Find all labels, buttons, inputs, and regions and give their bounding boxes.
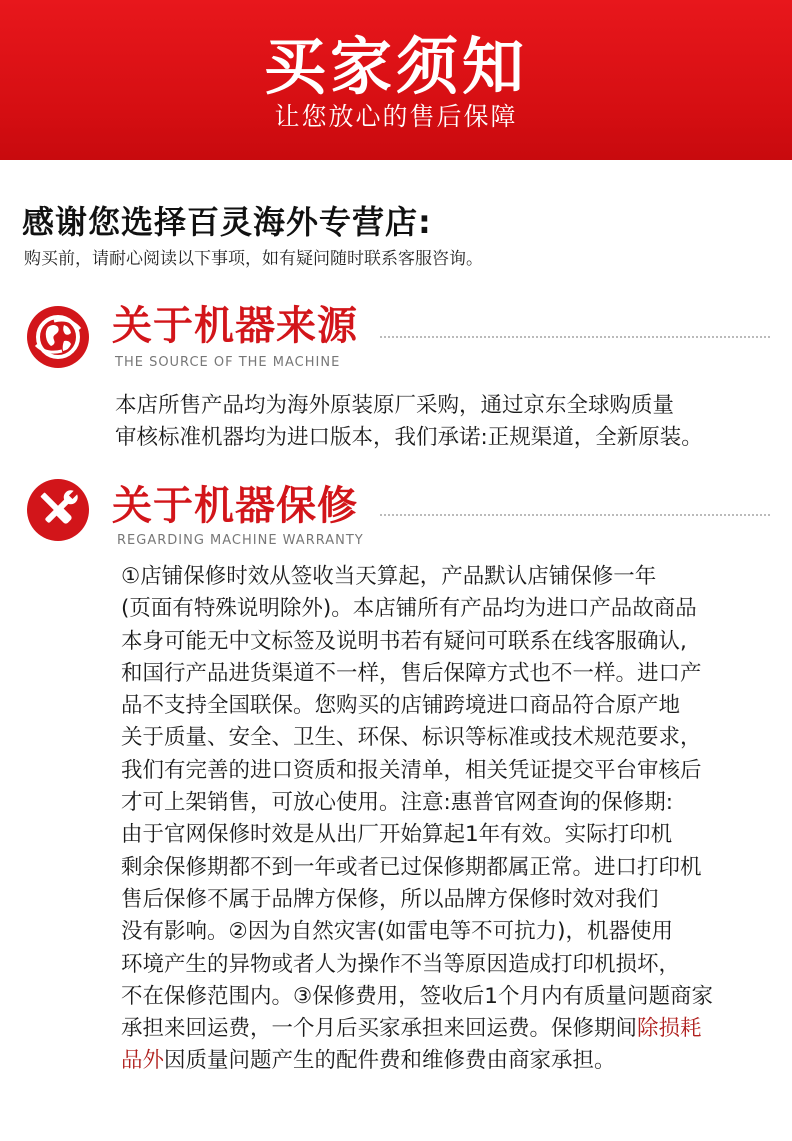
body-line: 本店所售产品均为海外原装原厂采购，通过京东全球购质量 [115,393,675,418]
header-banner [0,0,792,160]
body-text: 承担来回运费，一个月后买家承担来回运费。保修期间 [121,1016,638,1042]
banner-subtitle: 让您放心的售后保障 [274,102,518,131]
body-text: 因质量问题产生的配件费和维修费由商家承担。 [164,1048,616,1074]
body-line: 本身可能无中文标签及说明书若有疑问可联系在线客服确认, [121,628,687,654]
body-line: 环境产生的异物或者人为操作不当等原因造成打印机损坏， [121,951,681,977]
highlight-text: 除损耗 [637,1016,702,1042]
section-source-title: 关于机器来源 [112,303,358,349]
banner-title: 买家须知 [263,30,528,103]
body-line: 我们有完善的进口资质和报关清单，相关凭证提交平台审核后 [121,757,702,783]
intro-title: 感谢您选择百灵海外专营店: [22,203,432,241]
section-warranty-subtitle: REGARDING MACHINE WARRANTY [117,533,364,548]
section-warranty-divider [380,514,770,516]
body-line: 才可上架销售，可放心使用。注意:惠普官网查询的保修期: [121,790,673,816]
body-line: 由于官网保修时效是从出厂开始算起1年有效。实际打印机 [121,822,673,848]
body-line: ①店铺保修时效从签收当天算起，产品默认店铺保修一年 [121,564,657,589]
globe-icon [26,305,90,369]
highlight-text: 品外 [121,1048,165,1074]
wrench-screwdriver-icon [26,478,90,542]
body-line: 和国行产品进货渠道不一样，售后保障方式也不一样。进口产 [121,660,702,686]
body-line: 剩余保修期都不到一年或者已过保修期都属正常。进口打印机 [121,854,702,880]
body-line: 售后保修不属于品牌方保修，所以品牌方保修时效对我们 [121,886,659,912]
body-line: 审核标准机器均为进口版本，我们承诺:正规渠道，全新原装。 [115,425,703,451]
body-line: 没有影响。②因为自然灾害(如雷电等不可抗力)，机器使用 [121,919,674,945]
body-line: 关于质量、安全、卫生、环保、标识等标准或技术规范要求， [121,725,702,751]
section-source-body [115,390,703,455]
intro-subtitle: 购买前，请耐心阅读以下事项，如有疑问随时联系客服咨询。 [24,249,483,269]
body-line [121,1013,713,1045]
section-warranty-title: 关于机器保修 [112,483,358,529]
section-source-subtitle: THE SOURCE OF THE MACHINE [115,355,341,370]
section-source-divider [380,336,770,338]
body-line: 品不支持全国联保。您购买的店铺跨境进口商品符合原产地 [121,693,681,719]
body-line: 不在保修范围内。③保修费用，签收后1个月内有质量问题商家 [121,983,713,1009]
section-warranty-body [121,561,713,1078]
body-line [121,1045,713,1077]
body-line: (页面有特殊说明除外)。本店铺所有产品均为进口产品故商品 [121,596,697,622]
